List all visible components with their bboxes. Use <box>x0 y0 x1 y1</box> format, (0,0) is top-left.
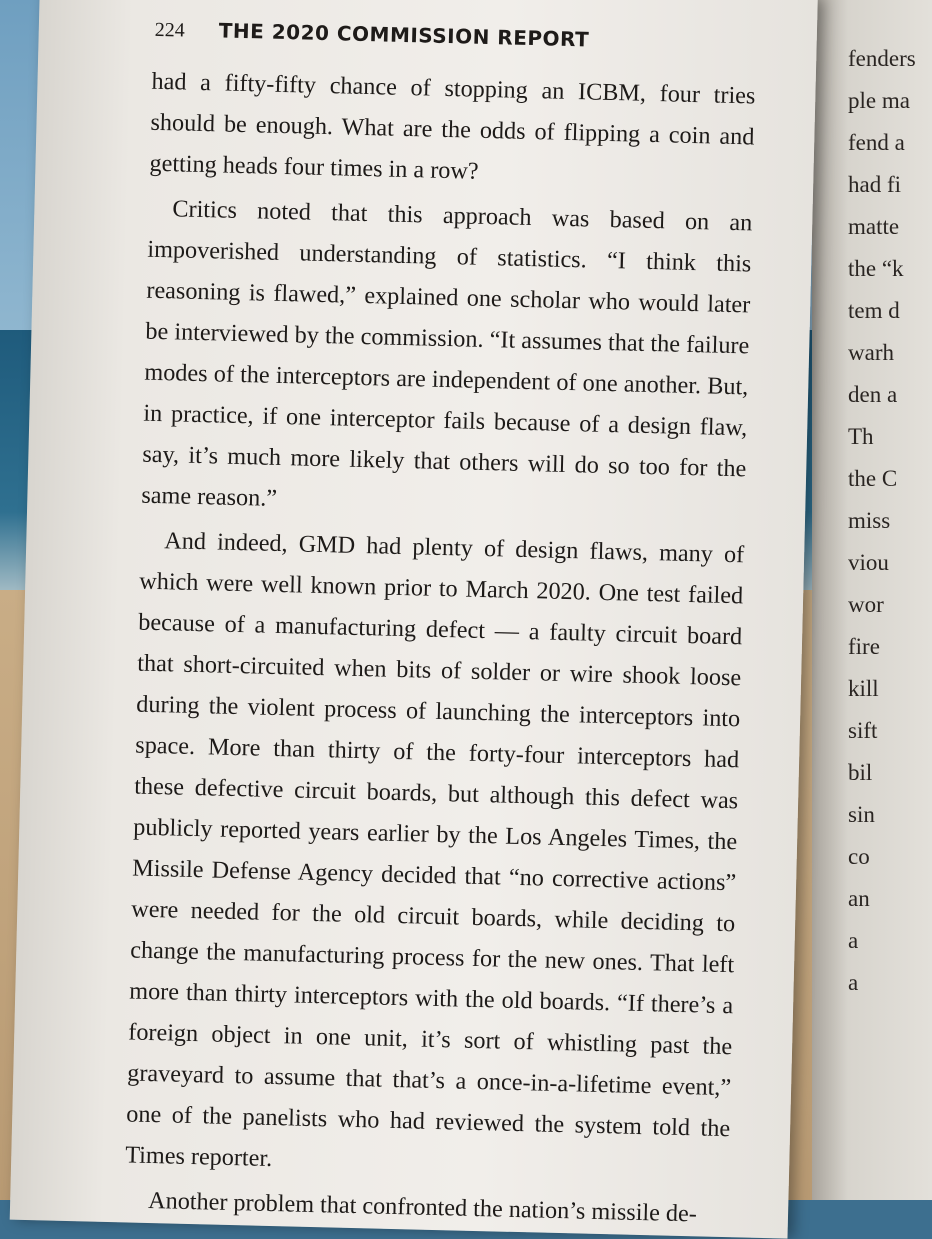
facing-page-fragment: ple ma <box>848 88 910 113</box>
facing-page-fragment: an <box>848 886 870 911</box>
facing-page-fragment: had fi <box>848 172 902 197</box>
facing-page-fragment: wor <box>848 592 884 617</box>
facing-page-fragment: warh <box>848 340 894 365</box>
facing-page-fragment: the C <box>848 466 898 491</box>
running-head: THE 2020 COMMISSION REPORT <box>218 18 590 52</box>
body-text <box>124 61 756 1235</box>
facing-page-fragment: den a <box>848 382 898 407</box>
page-header <box>155 17 590 53</box>
paragraph: had a fifty-fifty chance of stopping an ICBM, four tries should be enough. What are the odds of flipping a coin and getting heads four times in a row? <box>149 67 756 185</box>
facing-page-fragment: tem d <box>848 298 900 323</box>
paragraph: Another problem that confronted the nation’s missile de- <box>147 1187 698 1228</box>
facing-page-fragment: a <box>848 928 859 953</box>
facing-page-fragment: co <box>848 844 870 869</box>
facing-page-fragment: viou <box>848 550 889 575</box>
facing-page-fragment: miss <box>848 508 891 533</box>
book-page <box>10 0 818 1239</box>
facing-page-fragment: sin <box>848 802 875 827</box>
facing-page-fragment: fend a <box>848 130 905 155</box>
facing-page-fragment: fenders <box>848 46 916 71</box>
paragraph: And indeed, GMD had plenty of design flaws, many of which were well known prior to March 2020. One test failed because of a manufacturing defect — a faulty circuit board that short-circuited when bits of solder or wire shook loose during the violent process of launching the interceptors into space. More than thirty of the forty-four interceptors had these defective circuit boards, but although this defect was publicly reported years earlier by the Los Angeles Times, the Missile Defense Agency decided that “no corrective actions” were needed for the old circuit boards, while deciding to change the manufacturing process for the new ones. That left more than thirty interceptors with the old boards. “If there’s a foreign object in one unit, it’s sort of whistling past the graveyard to assume that that’s a once-in-a-lifetime event,” one of the panelists who had reviewed the system told the Times reporter. <box>124 527 745 1173</box>
facing-page-fragment: a <box>848 970 859 995</box>
facing-page <box>812 0 932 1200</box>
page-number: 224 <box>154 18 186 42</box>
facing-page-fragment: Th <box>848 424 874 449</box>
facing-page-fragment: fire <box>848 634 880 659</box>
facing-page-fragment: sift <box>848 718 878 743</box>
facing-page-fragment: matte <box>848 214 900 239</box>
paragraph: Critics noted that this approach was based on an impoverished understanding of statistics. “I think this reasoning is flawed,” explained one scholar who would later be interviewed by the commission. “It assumes that the failure modes of the interceptors are independent of one another. But, in practice, if one interceptor fails because of a design flaw, say, it’s much more likely that others will do so too for the same reason.” <box>141 195 753 512</box>
facing-page-fragment: kill <box>848 676 879 701</box>
facing-page-fragment: the “k <box>848 256 904 281</box>
facing-page-fragment: bil <box>848 760 873 785</box>
